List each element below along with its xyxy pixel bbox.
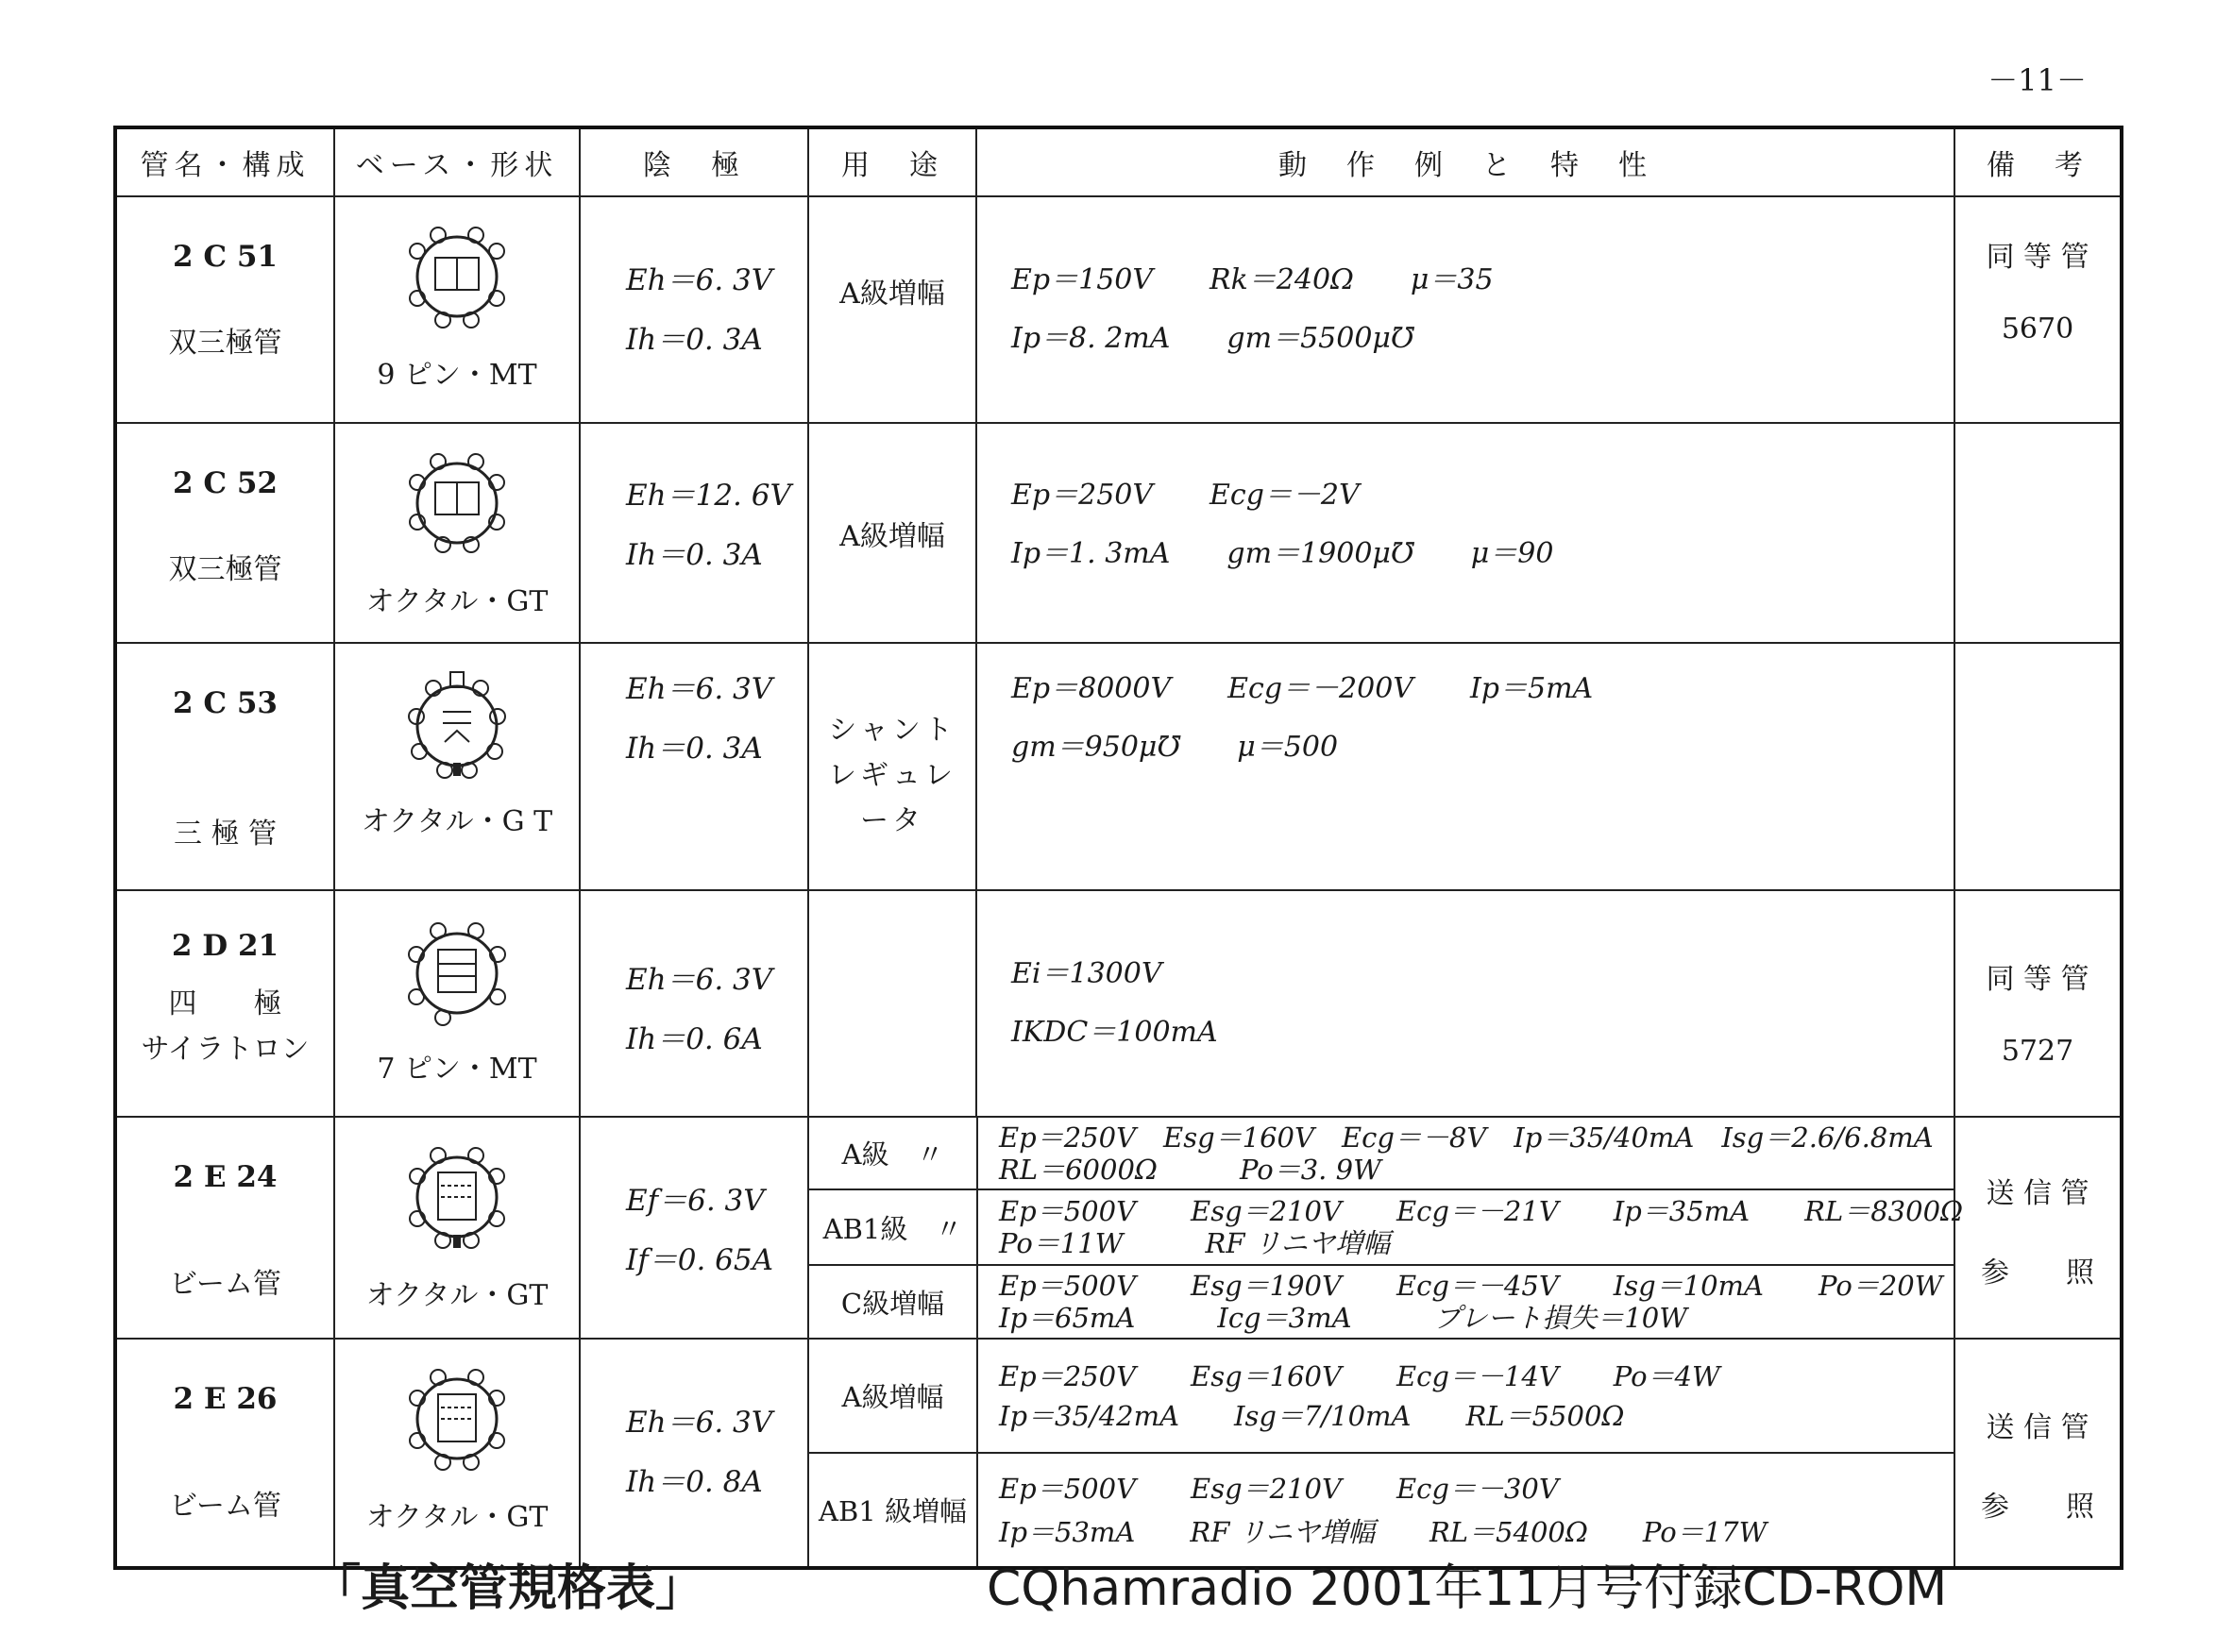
tube-name: 2 C 53 <box>173 686 278 720</box>
base-diagram-icon <box>386 665 528 792</box>
tube-name: 2 D 21 <box>171 929 279 963</box>
base-cell <box>334 890 580 1117</box>
table-row <box>115 1117 2122 1339</box>
mode-characteristics: Ep＝250V Esg＝160V Ecg＝－8V Ip＝35/40mA Isg＝2.6/6.8mA RL＝6000Ω Po＝3. 9W <box>977 1118 1954 1189</box>
use-label: シャント レギュレ ータ <box>828 714 956 837</box>
use-cell <box>808 643 976 890</box>
cathode-cell <box>580 423 808 643</box>
footer-source: CQhamradio 2001年11月号付録CD-ROM <box>987 1560 1948 1617</box>
cathode-cell <box>580 1339 808 1568</box>
use-label: A級増幅 <box>839 278 945 311</box>
mode-characteristics: Ep＝500V Esg＝210V Ecg＝－30V Ip＝53mA RF リニヤ増幅 RL＝5400Ω Po＝17W <box>977 1453 1954 1566</box>
mode-row <box>809 1340 1954 1453</box>
mode-subtable-cell <box>808 1339 1954 1568</box>
cathode-cell <box>580 643 808 890</box>
header-tube-name: 管名・構成 <box>115 127 334 196</box>
tube-name-cell <box>115 890 334 1117</box>
table-row <box>115 423 2122 643</box>
characteristics-cell <box>976 890 1954 1117</box>
heater-current: Ih＝0. 3A <box>626 538 763 572</box>
notes-cell <box>1954 1117 2122 1339</box>
note-line: 送 信 管 <box>1986 1411 2089 1444</box>
heater-voltage: Eh＝6. 3V <box>626 263 773 297</box>
heater-voltage: Eh＝6. 3V <box>626 963 773 997</box>
tube-name: 2 E 24 <box>173 1160 278 1194</box>
characteristics-line: Ep＝150V Rk＝240Ω μ＝35 <box>1011 263 1494 296</box>
heater-voltage: Eh＝6. 3V <box>626 1406 773 1440</box>
base-cell <box>334 196 580 423</box>
mode-characteristics: Ep＝500V Esg＝210V Ecg＝－21V Ip＝35mA RL＝8300Ω Po＝11W RF リニヤ増幅 <box>977 1189 1954 1265</box>
tube-name-cell <box>115 423 334 643</box>
use-cell <box>808 423 976 643</box>
use-label: A級増幅 <box>839 519 945 553</box>
use-cell <box>808 890 976 1117</box>
base-diagram-icon <box>386 912 528 1039</box>
base-label: 7 ピン・MT <box>377 1053 537 1086</box>
characteristics-line: Ip＝1. 3mA gm＝1900μ℧ μ＝90 <box>1011 537 1554 570</box>
characteristics-line: Ep＝8000V Ecg＝－200V Ip＝5mA <box>1011 672 1594 705</box>
base-diagram-icon <box>386 218 528 346</box>
heater-voltage: Eh＝6. 3V <box>626 672 773 706</box>
use-cell <box>808 196 976 423</box>
filament-current: If＝0. 65A <box>626 1243 773 1277</box>
note-line: 参 照 <box>1981 1256 2094 1290</box>
notes-cell <box>1954 1339 2122 1568</box>
characteristics-line: Ip＝8. 2mA gm＝5500μ℧ <box>1011 322 1414 355</box>
mode-use: AB1 級増幅 <box>809 1453 977 1566</box>
base-label: オクタル・GT <box>365 585 549 618</box>
table-row <box>115 1339 2122 1568</box>
header-row <box>115 127 2122 196</box>
tube-kind: ビーム管 <box>169 1490 281 1523</box>
tube-kind: 双三極管 <box>168 327 282 360</box>
note-line: 同 等 管 <box>1986 963 2089 996</box>
header-notes: 備 考 <box>1954 127 2122 196</box>
characteristics-cell <box>976 423 1954 643</box>
notes-cell <box>1954 196 2122 423</box>
table-row <box>115 196 2122 423</box>
note-line: 参 照 <box>1981 1491 2094 1524</box>
heater-current: Ih＝0. 8A <box>626 1465 763 1499</box>
note-line: 5670 <box>2001 312 2074 346</box>
mode-row <box>809 1189 1954 1265</box>
footer-title: 「真空管規格表」 <box>312 1560 705 1617</box>
characteristics-cell <box>976 643 1954 890</box>
characteristics-line: Ep＝250V Ecg＝－2V <box>1011 479 1360 512</box>
tube-name: 2 E 26 <box>173 1382 278 1416</box>
base-label: 9 ピン・MT <box>377 359 537 392</box>
header-base: ベース・形状 <box>334 127 580 196</box>
cathode-cell <box>580 890 808 1117</box>
page-number: －11－ <box>1988 62 2087 98</box>
mode-use: C級増幅 <box>809 1265 977 1338</box>
mode-characteristics: Ep＝500V Esg＝190V Ecg＝－45V Isg＝10mA Po＝20W Ip＝65mA Icg＝3mA プレート損失＝10W <box>977 1265 1954 1338</box>
note-line: 送 信 管 <box>1986 1177 2089 1210</box>
base-diagram-icon <box>386 445 528 572</box>
mode-row <box>809 1265 1954 1338</box>
tube-name-cell <box>115 643 334 890</box>
tube-kind: 三 極 管 <box>173 818 278 851</box>
tube-name-cell <box>115 1117 334 1339</box>
note-line: 同 等 管 <box>1986 241 2089 274</box>
tube-spec-table <box>113 126 2123 1570</box>
tube-name-cell <box>115 1339 334 1568</box>
mode-use: AB1級 〃 <box>809 1189 977 1265</box>
header-cathode: 陰 極 <box>580 127 808 196</box>
base-cell <box>334 643 580 890</box>
mode-use: A級増幅 <box>809 1340 977 1453</box>
base-label: オクタル・GT <box>365 1501 549 1534</box>
header-use: 用 途 <box>808 127 976 196</box>
heater-current: Ih＝0. 6A <box>626 1022 763 1056</box>
table-row <box>115 643 2122 890</box>
table-row <box>115 890 2122 1117</box>
mode-subtable <box>809 1340 1954 1566</box>
base-cell <box>334 1339 580 1568</box>
tube-name: 2 C 52 <box>173 466 278 500</box>
tube-name-cell <box>115 196 334 423</box>
base-cell <box>334 423 580 643</box>
base-diagram-icon <box>386 1360 528 1488</box>
mode-characteristics: Ep＝250V Esg＝160V Ecg＝－14V Po＝4W Ip＝35/42mA Isg＝7/10mA RL＝5500Ω <box>977 1340 1954 1453</box>
note-line: 5727 <box>2001 1035 2074 1068</box>
mode-row <box>809 1118 1954 1189</box>
characteristics-line: IKDC＝100mA <box>1011 1016 1218 1049</box>
characteristics-line: gm＝950μ℧ μ＝500 <box>1011 731 1339 764</box>
tube-kind: ビーム管 <box>169 1268 281 1301</box>
characteristics-line: Ei＝1300V <box>1011 957 1162 990</box>
base-cell <box>334 1117 580 1339</box>
notes-cell <box>1954 890 2122 1117</box>
mode-use: A級 〃 <box>809 1118 977 1189</box>
heater-current: Ih＝0. 3A <box>626 323 763 357</box>
characteristics-cell <box>976 196 1954 423</box>
tube-name: 2 C 51 <box>173 240 278 274</box>
base-label: オクタル・G T <box>361 805 553 838</box>
mode-subtable-cell <box>808 1117 1964 1339</box>
mode-subtable <box>809 1118 1964 1338</box>
filament-voltage: Ef＝6. 3V <box>626 1184 765 1218</box>
heater-current: Ih＝0. 3A <box>626 732 763 766</box>
tube-kind: 四 極 サイラトロン <box>141 987 310 1066</box>
notes-cell <box>1954 423 2122 643</box>
notes-cell <box>1954 643 2122 890</box>
cathode-cell <box>580 1117 808 1339</box>
heater-voltage: Eh＝12. 6V <box>626 479 791 513</box>
base-label: オクタル・GT <box>365 1279 549 1312</box>
base-diagram-icon <box>386 1138 528 1266</box>
cathode-cell <box>580 196 808 423</box>
tube-kind: 双三極管 <box>168 553 282 586</box>
header-characteristics: 動 作 例 と 特 性 <box>976 127 1954 196</box>
